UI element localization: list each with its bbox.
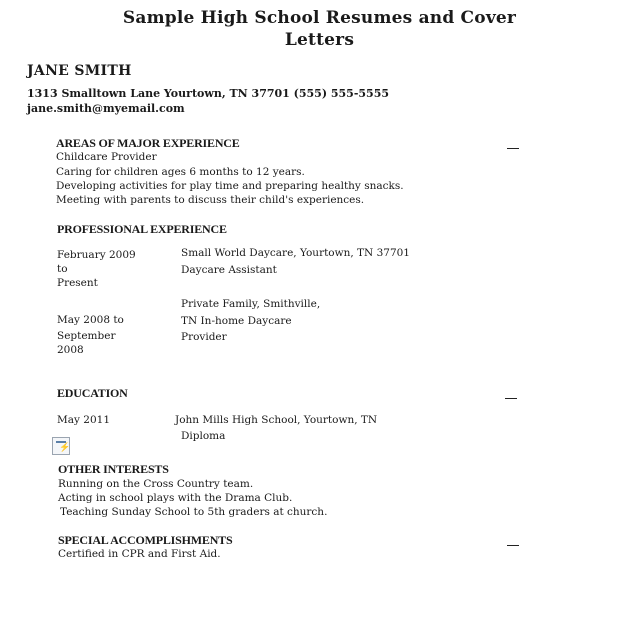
section-heading-education: EDUCATION — [57, 386, 128, 400]
document-title-line1: Sample High School Resumes and Cover — [122, 8, 517, 28]
areas-line: Childcare Provider — [56, 151, 157, 163]
education-degree: Diploma — [181, 430, 226, 442]
section-heading-accomplishments: SPECIAL ACCOMPLISHMENTS — [58, 533, 233, 547]
section-heading-professional: PROFESSIONAL EXPERIENCE — [57, 222, 227, 236]
accomplishment-line: Certified in CPR and First Aid. — [58, 548, 221, 560]
section-rule — [507, 148, 519, 149]
section-rule — [507, 545, 519, 546]
education-school: John Mills High School, Yourtown, TN — [175, 414, 378, 426]
job-detail: Small World Daycare, Yourtown, TN 37701 — [181, 247, 410, 259]
areas-line: Caring for children ages 6 months to 12 years. — [56, 166, 305, 178]
job-detail: TN In-home Daycare — [181, 315, 292, 327]
interest-line: Acting in school plays with the Drama Club. — [58, 492, 293, 504]
interest-line: Running on the Cross Country team. — [58, 478, 254, 490]
job-date: September — [57, 330, 116, 342]
job-date: Present — [57, 277, 98, 289]
job-date: May 2008 to — [57, 314, 124, 326]
job-detail: Daycare Assistant — [181, 264, 277, 276]
interest-line: Teaching Sunday School to 5th graders at church. — [60, 506, 328, 518]
areas-line: Developing activities for play time and preparing healthy snacks. — [56, 180, 404, 192]
job-date: to — [57, 263, 68, 275]
embedded-object-icon[interactable]: ⚡ — [52, 437, 70, 455]
document-title-line2: Letters — [284, 30, 355, 50]
job-date: February 2009 — [57, 249, 136, 261]
section-rule — [505, 398, 517, 399]
job-detail: Private Family, Smithville, — [181, 298, 321, 310]
contact-address: 1313 Smalltown Lane Yourtown, TN 37701 (555) 555-5555 — [27, 87, 389, 100]
job-detail: Provider — [181, 331, 227, 343]
section-heading-areas: AREAS OF MAJOR EXPERIENCE — [56, 136, 240, 150]
contact-email: jane.smith@myemail.com — [27, 102, 185, 115]
job-date: 2008 — [57, 344, 84, 356]
applicant-name: JANE SMITH — [27, 63, 132, 79]
areas-line: Meeting with parents to discuss their child's experiences. — [56, 194, 365, 206]
education-date: May 2011 — [57, 414, 111, 426]
section-heading-interests: OTHER INTERESTS — [58, 462, 169, 476]
